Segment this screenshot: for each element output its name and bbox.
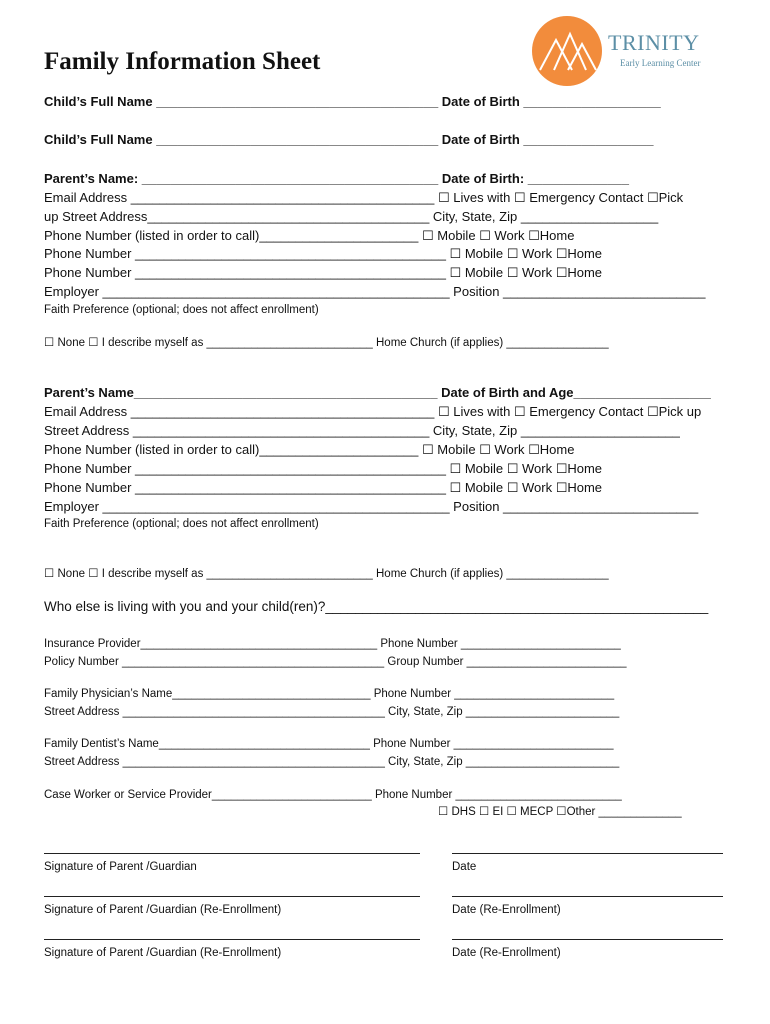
- child-name-line-2: Child’s Full Name _______________________________________ Date of Birth __________________: [44, 132, 654, 147]
- parent1-phone-line-3: Phone Number ___________________________________________ ☐ Mobile ☐ Work ☐Home: [44, 265, 603, 280]
- page-title: Family Information Sheet: [44, 48, 321, 75]
- parent2-employer-line: Employer ________________________________________________ Position ___________________________: [44, 499, 699, 514]
- signature-label-3: Signature of Parent /Guardian (Re-Enrollment): [44, 947, 282, 959]
- parent1-faith-options: ☐ None ☐ I describe myself as __________________________ Home Church (if applies) ________________: [44, 337, 609, 349]
- parent1-address-line: up Street Address_______________________________________ City, State, Zip ___________________: [44, 209, 659, 224]
- signature-rule-1: [44, 853, 420, 854]
- parent1-email-line: Email Address __________________________________________ ☐ Lives with ☐ Emergency Contact ☐Pick: [44, 190, 684, 205]
- parent2-phone-line-2: Phone Number ___________________________________________ ☐ Mobile ☐ Work ☐Home: [44, 461, 603, 476]
- physician-name-line: Family Physician’s Name_______________________________ Phone Number _________________________: [44, 688, 615, 700]
- date-label-2: Date (Re-Enrollment): [452, 904, 561, 916]
- parent1-faith-label: Faith Preference (optional; does not affect enrollment): [44, 304, 319, 316]
- date-label-1: Date: [452, 861, 477, 873]
- parent1-name-line: Parent’s Name: _________________________________________ Date of Birth: ______________: [44, 171, 629, 186]
- parent1-employer-line: Employer ________________________________________________ Position ____________________________: [44, 284, 706, 299]
- insurance-provider-line: Insurance Provider_____________________________________ Phone Number _________________________: [44, 638, 621, 650]
- parent2-email-line: Email Address __________________________________________ ☐ Lives with ☐ Emergency Contact ☐Pick up: [44, 404, 702, 419]
- policy-number-line: Policy Number _________________________________________ Group Number _________________________: [44, 656, 627, 668]
- case-worker-line: Case Worker or Service Provider_________________________ Phone Number __________________________: [44, 789, 622, 801]
- physician-address-line: Street Address _________________________________________ City, State, Zip ________________________: [44, 706, 620, 718]
- parent2-phone-line-1: Phone Number (listed in order to call)______________________ ☐ Mobile ☐ Work ☐Home: [44, 442, 575, 457]
- signature-rule-2: [44, 896, 420, 897]
- date-rule-3: [452, 939, 723, 940]
- parent2-faith-label: Faith Preference (optional; does not affect enrollment): [44, 518, 319, 530]
- logo-tagline: Early Learning Center: [620, 58, 701, 68]
- date-rule-2: [452, 896, 723, 897]
- parent2-address-line: Street Address _________________________________________ City, State, Zip ______________________: [44, 423, 680, 438]
- parent1-phone-line-2: Phone Number ___________________________________________ ☐ Mobile ☐ Work ☐Home: [44, 246, 603, 261]
- parent2-name-line: Parent’s Name__________________________________________ Date of Birth and Age___________________: [44, 385, 711, 400]
- parent1-phone-line-1: Phone Number (listed in order to call)______________________ ☐ Mobile ☐ Work ☐Home: [44, 228, 575, 243]
- household-question-line: Who else is living with you and your child(ren)?___________________________________________________: [44, 599, 709, 614]
- child-name-line-1: Child’s Full Name _______________________________________ Date of Birth ___________________: [44, 94, 661, 109]
- signature-label-2: Signature of Parent /Guardian (Re-Enrollment): [44, 904, 282, 916]
- parent2-phone-line-3: Phone Number ___________________________________________ ☐ Mobile ☐ Work ☐Home: [44, 480, 603, 495]
- date-label-3: Date (Re-Enrollment): [452, 947, 561, 959]
- date-rule-1: [452, 853, 723, 854]
- dentist-address-line: Street Address _________________________________________ City, State, Zip ________________________: [44, 756, 620, 768]
- logo-name: TRINITY: [608, 30, 700, 55]
- dentist-name-line: Family Dentist’s Name_________________________________ Phone Number _________________________: [44, 738, 614, 750]
- parent2-faith-options: ☐ None ☐ I describe myself as __________________________ Home Church (if applies) ________________: [44, 568, 609, 580]
- program-options-line: ☐ DHS ☐ EI ☐ MECP ☐Other _____________: [438, 806, 682, 818]
- signature-label-1: Signature of Parent /Guardian: [44, 861, 197, 873]
- trinity-logo: [532, 16, 732, 86]
- signature-rule-3: [44, 939, 420, 940]
- logo-mountain-icon: [532, 16, 602, 86]
